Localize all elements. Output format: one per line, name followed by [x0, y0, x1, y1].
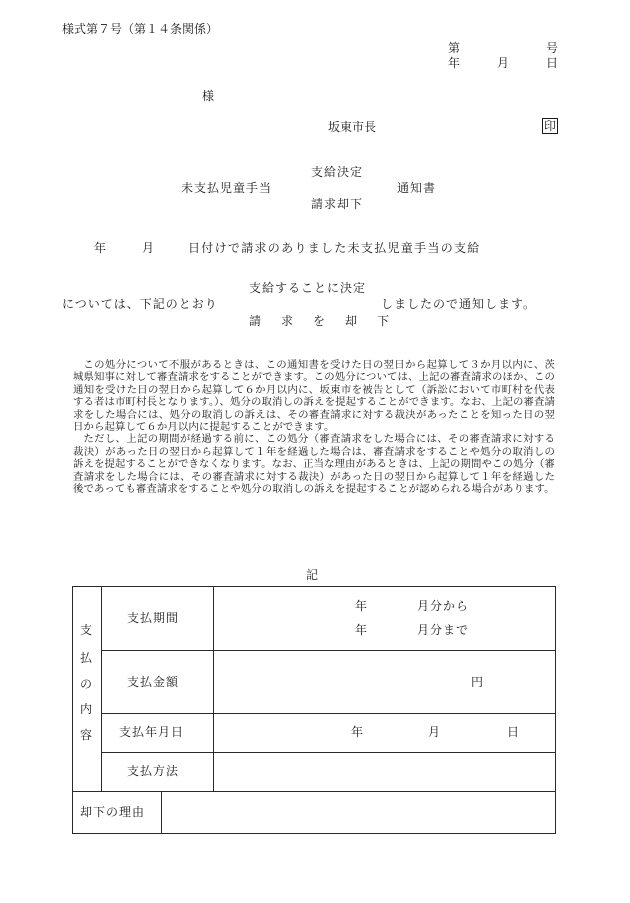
payment-date-label: 支払年月日 — [119, 725, 185, 739]
appeal-paragraph-1: この処分について不服があるときは、この通知書を受けた日の翌日から起算して３か月以内に、茨城県知事に対して審査請求をすることができます。この処分については、上記の審査請求のほか、この通知を受けた日の翌日から起算して６か月以内に、坂東市を被告として（訴訟において市町村を代表する者は市町村長となります。）、処分の取消しの訴えを提起することができます。なお、上記の審査請求をした場合には、処分の取消しの訴えは、その審査請求に対する裁決があったことを知った日の翌日から起算して６か月以内に提起することができます。 — [73, 359, 555, 434]
title-suffix: 通知書 — [397, 181, 437, 195]
period-to-text: 月分まで — [417, 623, 470, 637]
doc-date-day: 日 — [545, 56, 558, 70]
ki-heading: 記 — [306, 568, 319, 582]
request-year: 年 — [94, 241, 107, 255]
decision-suffix: しましたので通知します。 — [381, 297, 537, 311]
reject-char: 下 — [377, 314, 390, 328]
method-label: 支払方法 — [127, 764, 180, 778]
title-main: 未支払児童手当 — [181, 181, 273, 195]
group-label-char: 内 — [80, 702, 93, 716]
group-label-char: 支 — [80, 623, 93, 637]
reject-char: 請 — [249, 314, 262, 328]
issuer-name: 坂東市長 — [328, 120, 377, 134]
group-label-char: 払 — [80, 651, 93, 665]
seal-mark: 印 — [544, 119, 557, 133]
appeal-paragraph-2: ただし、上記の期間が経過する前に、この処分（審査請求をした場合には、その審査請求に対する裁決）があった日の翌日から起算して１年を経過した場合は、審査請求をすることや処分の取消しの訴えを提起することができなくなります。なお、正当な理由があるときは、上記の期間やこの処分（審査請求をした場合には、その審査請求に対する裁決）があった日の翌日から起算して１年を経過した後であっても審査請求をすることや処分の取消しの訴えを提起することが認められる場合があります。 — [73, 433, 555, 496]
period-label: 支払期間 — [127, 611, 180, 625]
reject-char: 求 — [281, 314, 294, 328]
request-date-line — [94, 241, 481, 255]
doc-number-suffix: 号 — [545, 41, 558, 55]
doc-number-prefix: 第 — [448, 41, 461, 55]
decision-prefix: については、下記のとおり — [62, 297, 218, 311]
period-from-text: 月分から — [417, 599, 470, 613]
reject-char: 却 — [345, 314, 358, 328]
period-to-year: 年 — [355, 623, 368, 637]
period-from-year: 年 — [355, 599, 368, 613]
title-option-reject: 請求却下 — [311, 197, 364, 211]
form-number: 様式第７号（第１４条関係） — [62, 22, 219, 36]
recipient-honorific: 様 — [202, 89, 215, 103]
document-date — [448, 56, 558, 70]
reject-char: を — [313, 314, 326, 328]
request-text: 日付けで請求のありました未支払児童手当の支給 — [188, 241, 481, 255]
request-month: 月 — [142, 241, 155, 255]
amount-unit: 円 — [471, 675, 484, 689]
doc-date-year: 年 — [448, 56, 461, 70]
amount-label: 支払金額 — [127, 675, 180, 689]
payment-date-month: 月 — [428, 725, 441, 739]
document-number — [448, 41, 558, 55]
decision-option-reject — [249, 314, 409, 328]
rejection-reason-label: 却下の理由 — [80, 805, 146, 819]
doc-date-month: 月 — [496, 56, 509, 70]
group-label-char: の — [80, 677, 93, 691]
payment-date-day: 日 — [507, 725, 520, 739]
payment-date-year: 年 — [351, 725, 364, 739]
group-label-char: 容 — [80, 728, 93, 742]
payment-details-table — [72, 586, 556, 834]
appeal-notice — [73, 359, 555, 495]
decision-option-approve: 支給することに決定 — [249, 281, 367, 295]
title-option-approve: 支給決定 — [311, 165, 364, 179]
